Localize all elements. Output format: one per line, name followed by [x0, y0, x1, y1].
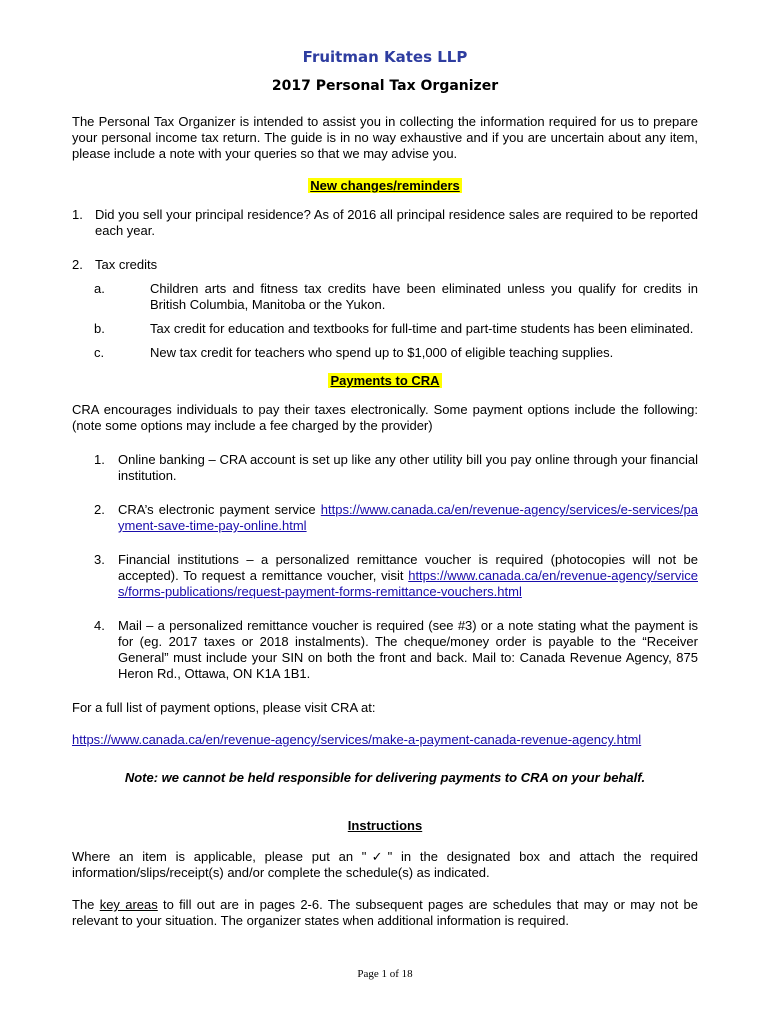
payment-option-3 [72, 552, 698, 600]
payment-option-2 [72, 502, 698, 534]
sub-text: New tax credit for teachers who spend up to $1,000 of eligible teaching supplies. [150, 345, 614, 360]
payment-option-4 [72, 618, 698, 682]
tax-credits-list [72, 281, 698, 361]
item-text: Online banking – CRA account is set up like any other utility bill you pay online through your financial institution. [118, 452, 698, 483]
item-number: 2. [72, 257, 83, 272]
instructions-paragraph-1: Where an item is applicable, please put an "✓" in the designated box and attach the required information/slips/receipt(s) and/or complete the schedule(s) as indicated. [72, 849, 698, 880]
payments-intro: CRA encourages individuals to pay their taxes electronically. Some payment options include the following: (note some options may include a fee charged by the provider) [72, 402, 698, 433]
item-number: 3. [94, 552, 105, 567]
full-list-text: For a full list of payment options, please visit CRA at: [72, 700, 376, 715]
sub-text: Tax credit for education and textbooks for full-time and part-time students has been eliminated. [150, 321, 694, 336]
instructions-heading: Instructions [347, 818, 423, 833]
tax-credit-c [72, 345, 698, 361]
make-a-payment-link[interactable]: https://www.canada.ca/en/revenue-agency/services/make-a-payment-canada-revenue-agency.html [72, 732, 642, 747]
payment-option-1 [72, 452, 698, 484]
item-text-wrap [118, 502, 698, 534]
item-text: Mail – a personalized remittance voucher is required (see #3) or a note stating what the payment is for (eg. 2017 taxes or 2018 instalments). The cheque/money order is payable to the “Receiver General” must include your SIN on both the front and back. Mail to: Canada Revenue Agency, 875 Heron Rd., Ottawa, ON K1A 1B1. [118, 618, 698, 681]
remittance-voucher-link[interactable]: https://www.canada.ca/en/revenue-agency/services/forms-publications/request-payment-forms-remittance-vouchers.html [118, 568, 698, 599]
sub-text: Children arts and fitness tax credits have been eliminated unless you qualify for credits in British Columbia, Manitoba or the Yukon. [150, 281, 698, 312]
document-title: 2017 Personal Tax Organizer [271, 78, 499, 94]
tax-credit-a [72, 281, 698, 313]
item-text-wrap [118, 552, 698, 600]
para2-pre: The [72, 897, 100, 912]
page-number: Page 1 of 18 [357, 968, 413, 980]
item-number: 1. [72, 207, 83, 222]
item-text: Tax credits [95, 257, 158, 272]
payments-heading-wrap [72, 373, 698, 388]
full-list-link-wrap [72, 732, 698, 748]
e-payment-link[interactable]: https://www.canada.ca/en/revenue-agency/services/e-services/payment-save-time-pay-online.html [118, 502, 698, 533]
key-areas-text: key areas [99, 897, 158, 912]
sub-label: c. [94, 345, 105, 360]
item-number: 2. [94, 502, 105, 517]
payment-options-list [72, 452, 698, 682]
item-number: 4. [94, 618, 105, 633]
payments-heading: Payments to CRA [330, 373, 440, 388]
sub-label: b. [94, 321, 105, 336]
item-text: Financial institutions – a personalized remittance voucher is required (photocopies will not be accepted). To request a remittance voucher, visit [118, 552, 698, 583]
intro-paragraph: The Personal Tax Organizer is intended to assist you in collecting the information required for us to prepare your personal income tax return. The guide is in no way exhaustive and if you are uncertain about any item, please include a note with your queries so that we may advise you. [72, 114, 698, 161]
sub-label: a. [94, 281, 105, 296]
changes-item-1 [72, 207, 698, 239]
changes-item-2 [72, 257, 698, 273]
para2-post: to fill out are in pages 2-6. The subsequent pages are schedules that may or may not be relevant to your situation. The organizer states when additional information is required. [72, 897, 698, 928]
item-number: 1. [94, 452, 105, 467]
changes-heading-wrap [72, 178, 698, 193]
instructions-paragraph-2 [72, 897, 698, 929]
tax-credit-b [72, 321, 698, 337]
item-text: CRA’s electronic payment service [118, 502, 316, 517]
item-text: Did you sell your principal residence? As of 2016 all principal residence sales are required to be reported each year. [95, 207, 698, 238]
changes-heading: New changes/reminders [310, 178, 460, 193]
responsibility-note: Note: we cannot be held responsible for delivering payments to CRA on your behalf. [124, 770, 646, 785]
firm-name: Fruitman Kates LLP [302, 48, 468, 66]
